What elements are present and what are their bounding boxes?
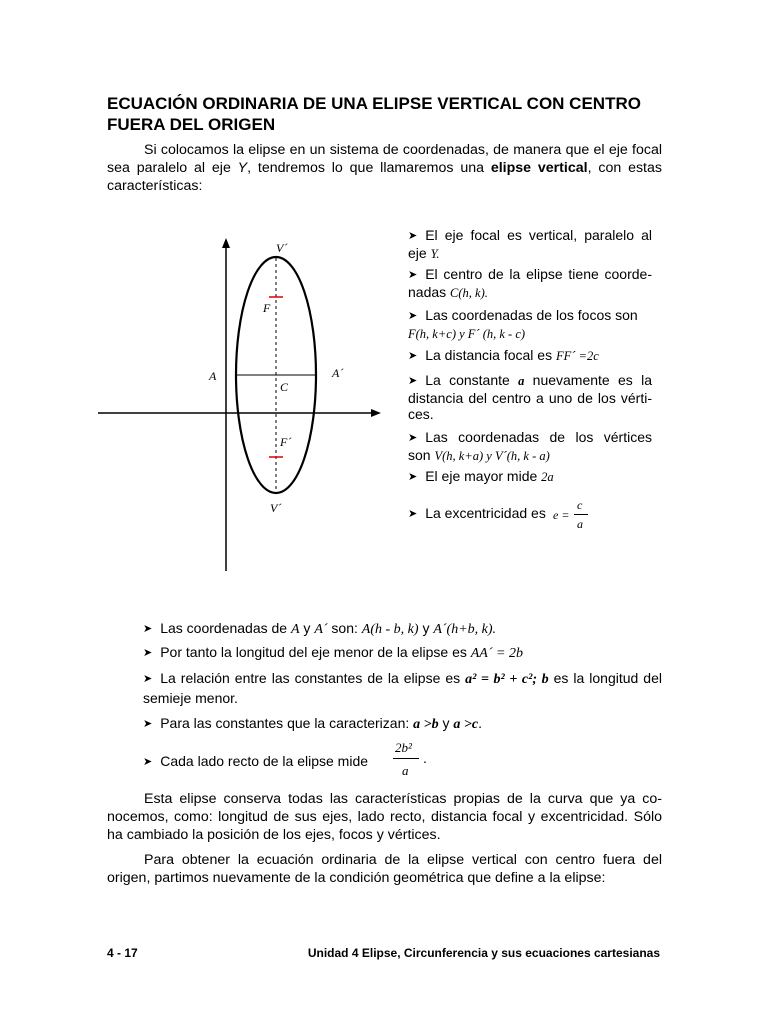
bullet-minor-vertices: ➤ Las coordenadas de A y A´ son: A(h - b, k) y A´(h+b, k). xyxy=(143,620,497,637)
arrow-bullet-icon: ➤ xyxy=(408,269,418,281)
arrow-bullet-icon: ➤ xyxy=(408,230,418,242)
x-axis-arrow-icon xyxy=(371,409,381,417)
label-c: C xyxy=(280,380,289,394)
bullet-minor-axis: ➤ Por tanto la longitud del eje menor de la elipse es AA´ = 2b xyxy=(143,644,523,661)
eccentricity-e: e = xyxy=(553,508,570,522)
bullet-relation: ➤ La relación entre las constantes de la elipse es a² = b² + c²; b es la longitud del semieje menor. xyxy=(143,670,662,706)
bullet-major-axis: ➤ El eje mayor mide 2a xyxy=(408,468,554,484)
label-a-left: A xyxy=(209,369,217,383)
latus-fraction-bar xyxy=(393,758,419,759)
eccentricity-denominator: a xyxy=(577,517,583,531)
label-v-top: V´ xyxy=(276,241,288,255)
bullet-latus-rectum: ➤ Cada lado recto de la elipse mide xyxy=(143,753,369,769)
paragraph-conserva: Esta elipse conserva todas las características propias de la curva que ya co-nocemos, como: longitud de sus ejes, lado recto, distancia focal y excentricidad. Sólo ha cambiado la posición de los ejes, focos y vértices. xyxy=(107,791,662,843)
page-title: ECUACIÓN ORDINARIA DE UNA ELIPSE VERTICAL CON CENTRO FUERA DEL ORIGEN xyxy=(107,94,641,134)
y-axis-arrow-icon xyxy=(222,238,230,248)
footer-page-number: 4 - 17 xyxy=(107,946,138,960)
bullet-focal-distance: ➤ La distancia focal es FF´ =2c xyxy=(408,347,599,363)
bullet-vertices: ➤ Las coordenadas de los vértices son V(h, k+a) y V´(h, k - a) xyxy=(408,429,652,463)
intro-paragraph: Si colocamos la elipse en un sistema de coordenadas, de manera que el eje focal sea paralelo al eje Y, tendremos lo que llamaremos una elipse vertical, con estas características: xyxy=(107,142,662,194)
arrow-bullet-icon: ➤ xyxy=(408,471,418,483)
arrow-bullet-icon: ➤ xyxy=(143,718,153,730)
bullet-eccentricity: ➤ La excentricidad es xyxy=(408,505,546,521)
latus-denominator: a xyxy=(402,763,409,778)
bullet-constants: ➤ Para las constantes que la caracterizan: a >b y a >c. xyxy=(143,715,482,732)
arrow-bullet-icon: ➤ xyxy=(408,375,418,387)
latus-dot: . xyxy=(423,750,427,766)
arrow-bullet-icon: ➤ xyxy=(408,310,418,322)
footer-unit-title: Unidad 4 Elipse, Circunferencia y sus ecuaciones cartesianas xyxy=(307,946,660,960)
paragraph-obtener: Para obtener la ecuación ordinaria de la elipse vertical con centro fuera del origen, partimos nuevamente de la condición geométrica que define a la elipse: xyxy=(107,852,662,886)
bullet-foci: ➤ Las coordenadas de los focos son F(h, k+c) y F´ (h, k - c) xyxy=(408,307,638,341)
label-f-bottom: F´ xyxy=(280,435,292,449)
fraction-bar xyxy=(574,514,588,515)
arrow-bullet-icon: ➤ xyxy=(408,508,418,520)
arrow-bullet-icon: ➤ xyxy=(143,623,153,635)
label-f-top: F xyxy=(263,301,271,315)
bullet-focal-axis: ➤ El eje focal es vertical, paralelo al eje Y. xyxy=(408,227,652,261)
latus-numerator: 2b² xyxy=(395,740,412,755)
arrow-bullet-icon: ➤ xyxy=(143,673,153,685)
ellipse-diagram xyxy=(95,236,385,576)
arrow-bullet-icon: ➤ xyxy=(408,350,418,362)
bullet-center: ➤ El centro de la elipse tiene coorde-nadas C(h, k). xyxy=(408,266,652,300)
label-v-bottom: V´ xyxy=(270,501,282,515)
eccentricity-numerator: c xyxy=(577,498,583,512)
label-a-right: A´ xyxy=(332,366,344,380)
bullet-constant-a: ➤ La constante a nuevamente es la distancia del centro a uno de los vérti-ces. xyxy=(408,372,653,422)
arrow-bullet-icon: ➤ xyxy=(143,756,153,768)
arrow-bullet-icon: ➤ xyxy=(143,647,153,659)
arrow-bullet-icon: ➤ xyxy=(408,432,418,444)
